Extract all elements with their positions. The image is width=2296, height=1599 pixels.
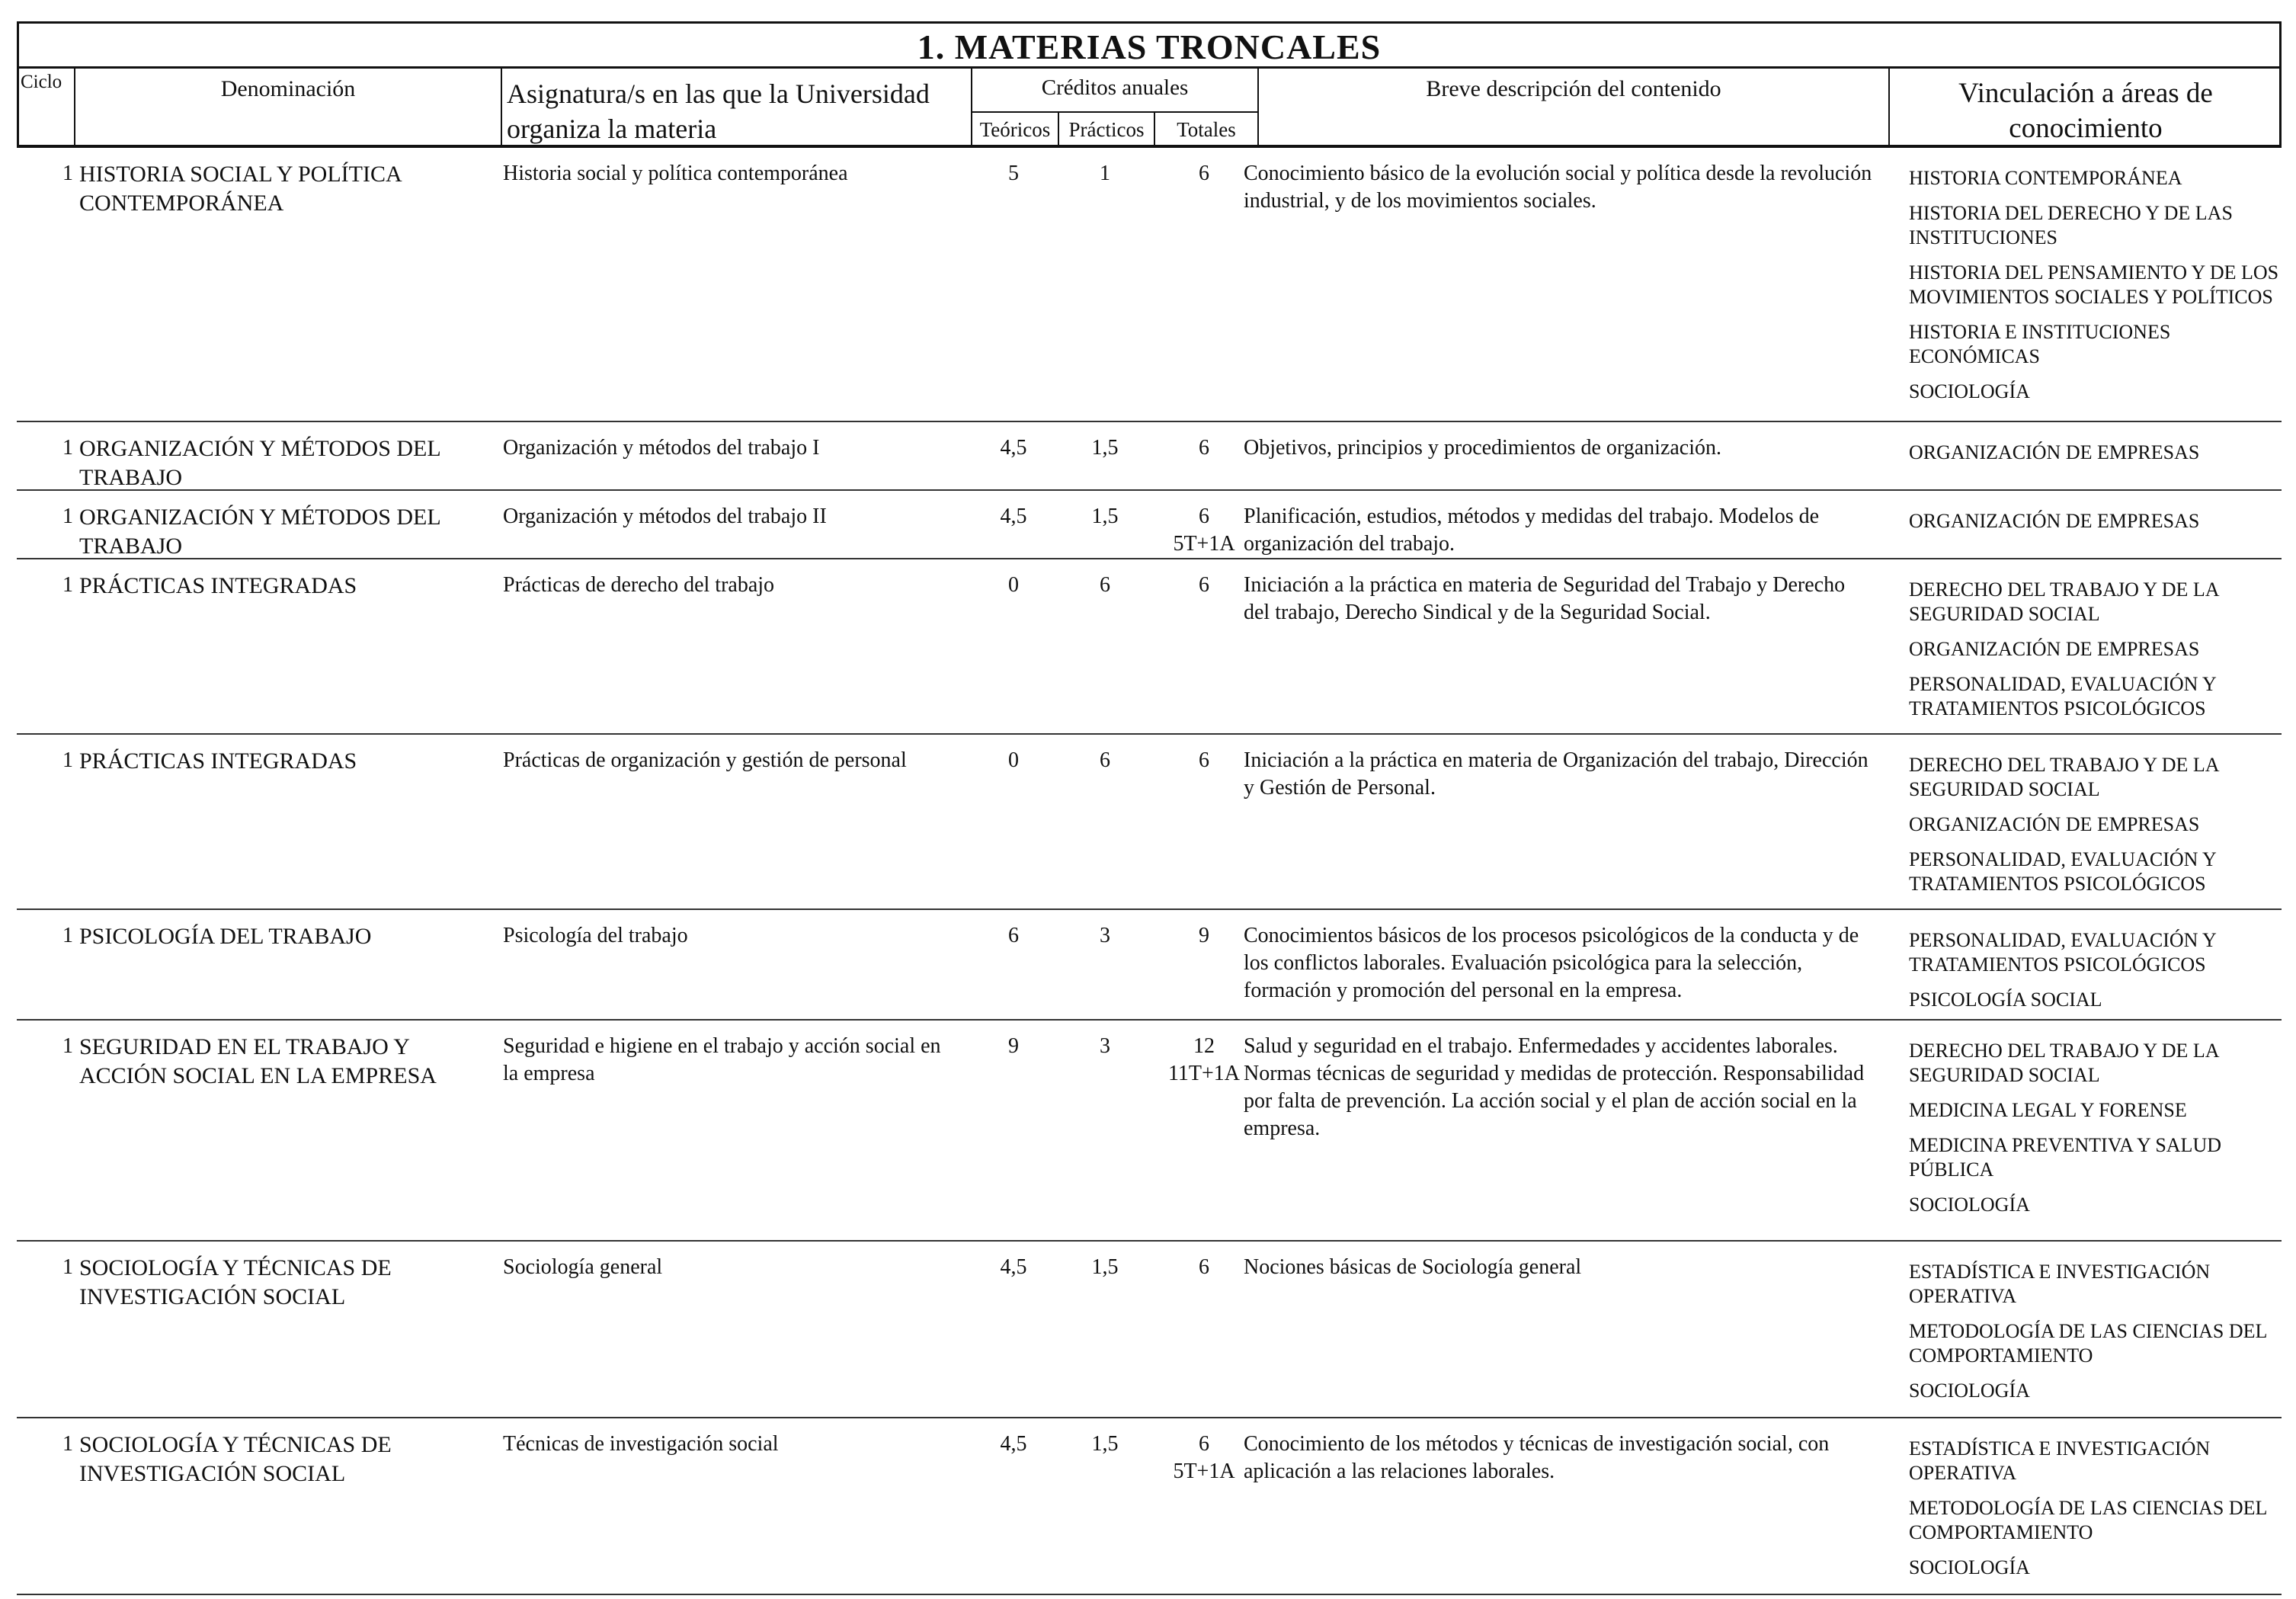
area-item: METODOLOGÍA DE LAS CIENCIAS DEL COMPORTAMIENTO [1909,1320,2267,1367]
totales-breakdown: 5T+1A [1173,532,1235,556]
area-item: ESTADÍSTICA E INVESTIGACIÓN OPERATIVA [1909,1261,2211,1307]
cell-denominacion: ORGANIZACIÓN Y MÉTODOS DEL TRABAJO [79,436,440,490]
totales-value: 6 [1199,505,1209,528]
cell-practicos: 1,5 [1091,1255,1119,1279]
area-item: HISTORIA DEL PENSAMIENTO Y DE LOS MOVIMIENTOS SOCIALES Y POLÍTICOS [1909,261,2279,308]
cell-practicos: 1,5 [1091,505,1119,528]
cell-vinculacion [1909,922,2290,1023]
cell-descripcion: Conocimiento básico de la evolución social y política desde la revolución industrial, y de los movimientos sociales. [1244,162,1872,213]
cell-descripcion: Salud y seguridad en el trabajo. Enfermedades y accidentes laborales. Normas técnicas de seguridad y medidas de protección. Responsabilidad por falta de prevención. La acción social y el plan de acción social en la empresa. [1244,1034,1865,1140]
header-creditos-label: Créditos anuales [972,69,1257,113]
totales-value: 6 [1199,573,1209,597]
cell-descripcion: Conocimientos básicos de los procesos psicológicos de la conducta y de los conflictos laborales. Evaluación psicológica para la selección, formación y promoción del personal en la empresa. [1244,924,1859,1002]
area-item: HISTORIA CONTEMPORÁNEA [1909,167,2182,189]
header-vinculacion: Vinculación a áreas de conocimiento [1958,78,2213,144]
totales-value: 6 [1199,1432,1209,1456]
area-item: MEDICINA LEGAL Y FORENSE [1909,1099,2187,1121]
totales-value: 6 [1199,162,1209,185]
header-teoricos: Teóricos [972,113,1059,145]
cell-denominacion: ORGANIZACIÓN Y MÉTODOS DEL TRABAJO [79,505,440,559]
cell-teoricos: 4,5 [1000,1432,1027,1456]
cell-descripcion: Conocimiento de los métodos y técnicas de investigación social, con aplicación a las relaciones laborales. [1244,1432,1830,1483]
header-ciclo: Ciclo [19,69,75,145]
header-creditos [972,69,1259,145]
table-row [17,422,2282,491]
cell-vinculacion [1909,1431,2290,1591]
cell-ciclo: 1 [62,573,73,597]
cell-teoricos: 0 [1008,748,1019,772]
area-item: HISTORIA E INSTITUCIONES ECONÓMICAS [1909,321,2171,367]
cell-ciclo: 1 [62,924,73,947]
cell-practicos: 1,5 [1091,436,1119,460]
area-item: SOCIOLOGÍA [1909,380,2030,402]
totales-value: 6 [1199,1255,1209,1279]
area-item: PERSONALIDAD, EVALUACIÓN Y TRATAMIENTOS PSICOLÓGICOS [1909,673,2216,719]
cell-asignatura: Sociología general [503,1255,663,1279]
totales-value: 6 [1199,436,1209,460]
area-item: DERECHO DEL TRABAJO Y DE LA SEGURIDAD SOCIAL [1909,1040,2219,1086]
page-title: 1. MATERIAS TRONCALES [917,27,1382,66]
cell-vinculacion [1909,160,2290,415]
cell-asignatura: Organización y métodos del trabajo I [503,436,820,460]
cell-teoricos: 9 [1008,1034,1019,1058]
cell-practicos: 6 [1100,748,1110,772]
cell-practicos: 3 [1100,1034,1110,1058]
cell-denominacion: PRÁCTICAS INTEGRADAS [79,573,357,598]
cell-ciclo: 1 [62,505,73,528]
document-page [17,21,2282,1595]
cell-ciclo: 1 [62,1255,73,1279]
area-item: ORGANIZACIÓN DE EMPRESAS [1909,441,2200,463]
area-item: HISTORIA DEL DERECHO Y DE LAS INSTITUCIONES [1909,202,2233,248]
title-box [17,21,2282,69]
cell-teoricos: 4,5 [1000,436,1027,460]
header-descripcion: Breve descripción del contenido [1259,69,1890,145]
area-item: MEDICINA PREVENTIVA Y SALUD PÚBLICA [1909,1134,2221,1181]
cell-vinculacion [1909,1254,2290,1414]
cell-totales [1153,434,1255,462]
table-body [17,148,2282,1595]
cell-asignatura: Organización y métodos del trabajo II [503,505,827,528]
cell-asignatura: Técnicas de investigación social [503,1432,779,1456]
table-row [17,1021,2282,1242]
table-row [17,1418,2282,1595]
area-item: DERECHO DEL TRABAJO Y DE LA SEGURIDAD SOCIAL [1909,578,2219,625]
cell-vinculacion [1909,1033,2290,1228]
area-item: SOCIOLOGÍA [1909,1379,2030,1402]
cell-asignatura: Prácticas de derecho del trabajo [503,573,775,597]
cell-practicos: 3 [1100,924,1110,947]
area-item: ORGANIZACIÓN DE EMPRESAS [1909,638,2200,660]
table-row [17,1242,2282,1418]
cell-practicos: 1,5 [1091,1432,1119,1456]
header-totales: Totales [1177,118,1236,141]
cell-descripcion: Iniciación a la práctica en materia de Organización del trabajo, Dirección y Gestión de Personal. [1244,748,1869,800]
table-row [17,491,2282,559]
table-row [17,910,2282,1021]
cell-vinculacion [1909,747,2290,907]
cell-descripcion: Planificación, estudios, métodos y medidas del trabajo. Modelos de organización del trabajo. [1244,505,1820,556]
cell-totales [1153,922,1255,950]
cell-ciclo: 1 [62,1432,73,1456]
area-item: PSICOLOGÍA SOCIAL [1909,989,2102,1011]
cell-asignatura: Historia social y política contemporánea [503,162,848,185]
cell-ciclo: 1 [62,162,73,185]
cell-vinculacion [1909,572,2290,732]
area-item: ORGANIZACIÓN DE EMPRESAS [1909,813,2200,835]
area-item: METODOLOGÍA DE LAS CIENCIAS DEL COMPORTAMIENTO [1909,1497,2267,1543]
cell-denominacion: PRÁCTICAS INTEGRADAS [79,748,357,774]
cell-denominacion: PSICOLOGÍA DEL TRABAJO [79,924,372,949]
totales-breakdown: 5T+1A [1173,1460,1235,1483]
cell-totales [1153,1254,1255,1281]
cell-ciclo: 1 [62,748,73,772]
area-item: DERECHO DEL TRABAJO Y DE LA SEGURIDAD SOCIAL [1909,754,2219,800]
cell-denominacion: SOCIOLOGÍA Y TÉCNICAS DE INVESTIGACIÓN SOCIAL [79,1255,392,1309]
cell-teoricos: 5 [1008,162,1019,185]
cell-denominacion: SEGURIDAD EN EL TRABAJO Y ACCIÓN SOCIAL EN LA EMPRESA [79,1034,437,1088]
cell-asignatura: Prácticas de organización y gestión de personal [503,748,907,772]
cell-totales [1153,503,1255,558]
area-item: PERSONALIDAD, EVALUACIÓN Y TRATAMIENTOS PSICOLÓGICOS [1909,848,2216,895]
cell-ciclo: 1 [62,436,73,460]
area-item: SOCIOLOGÍA [1909,1556,2030,1578]
cell-denominacion: SOCIOLOGÍA Y TÉCNICAS DE INVESTIGACIÓN SOCIAL [79,1432,392,1486]
header-practicos: Prácticos [1059,113,1155,145]
cell-teoricos: 4,5 [1000,505,1027,528]
header-asignatura: Asignatura/s en las que la Universidad organiza la materia [502,69,972,145]
totales-value: 6 [1199,748,1209,772]
area-item: SOCIOLOGÍA [1909,1194,2030,1216]
table-row [17,559,2282,735]
cell-teoricos: 6 [1008,924,1019,947]
cell-practicos: 6 [1100,573,1110,597]
cell-totales [1153,572,1255,599]
cell-teoricos: 4,5 [1000,1255,1027,1279]
cell-descripcion: Objetivos, principios y procedimientos de organización. [1244,436,1722,460]
cell-vinculacion [1909,434,2290,476]
table-row [17,148,2282,422]
cell-ciclo: 1 [62,1034,73,1058]
cell-descripcion: Nociones básicas de Sociología general [1244,1255,1582,1279]
cell-practicos: 1 [1100,162,1110,185]
cell-totales [1153,1431,1255,1485]
header-denominacion: Denominación [75,69,502,145]
cell-vinculacion [1909,503,2290,544]
cell-denominacion: HISTORIA SOCIAL Y POLÍTICA CONTEMPORÁNEA [79,162,401,216]
cell-asignatura: Seguridad e higiene en el trabajo y acción social en la empresa [503,1034,941,1085]
cell-totales [1153,160,1255,187]
cell-totales [1153,1033,1255,1088]
totales-value: 12 [1193,1034,1215,1058]
cell-asignatura: Psicología del trabajo [503,924,688,947]
area-item: ORGANIZACIÓN DE EMPRESAS [1909,510,2200,532]
table-header [17,69,2282,148]
cell-teoricos: 0 [1008,573,1019,597]
totales-value: 9 [1199,924,1209,947]
cell-descripcion: Iniciación a la práctica en materia de Seguridad del Trabajo y Derecho del trabajo, Derecho Sindical y de la Seguridad Social. [1244,573,1846,624]
area-item: ESTADÍSTICA E INVESTIGACIÓN OPERATIVA [1909,1437,2211,1484]
cell-totales [1153,747,1255,774]
totales-breakdown: 11T+1A [1167,1062,1241,1085]
table-row [17,735,2282,910]
area-item: PERSONALIDAD, EVALUACIÓN Y TRATAMIENTOS PSICOLÓGICOS [1909,929,2216,976]
